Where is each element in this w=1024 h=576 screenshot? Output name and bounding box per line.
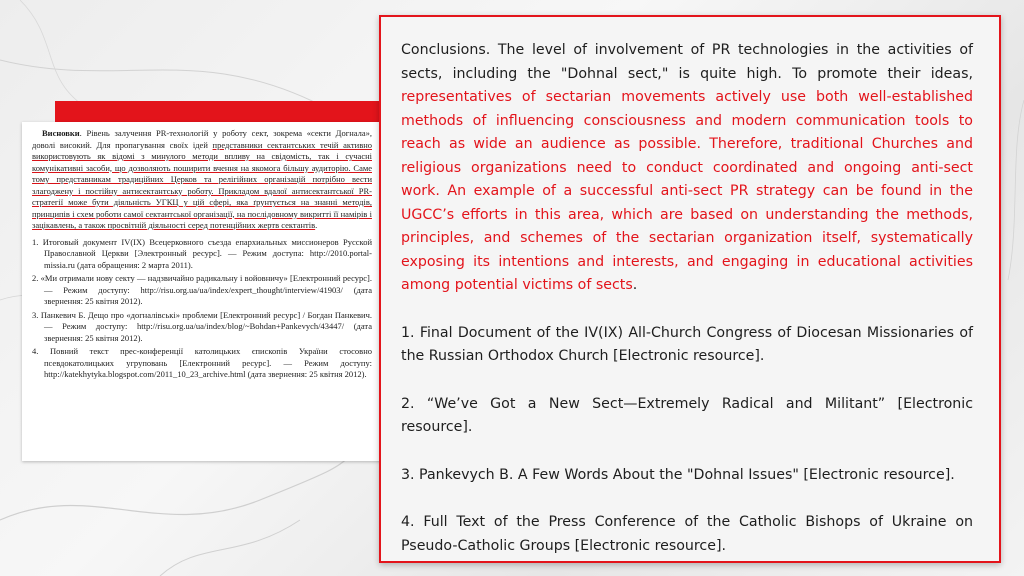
scan-reference-3: 3. Панкевич Б. Дещо про «догналівські» проблеми [Електронний ресурс] / Богдан Панкевич. — Режим доступу: http://risu.org.ua/ua/index/blog/~Bohdan+Pankevych/43447/ (дата звернення: 25 квітня 2012). xyxy=(32,309,372,343)
scan-conclusion-end: . xyxy=(315,220,318,230)
translation-conclusion-end: . xyxy=(632,277,638,293)
translation-conclusion-highlight: representatives of sectarian movements actively use both well-established methods of influencing consciousness and modern communication tools to reach as wide an audience as possible. Therefore, traditional Churches and religious organizations need to conduct coordinated and ongoing anti-sect work. An example of a successful anti-sect PR strategy can be found in the UGCC’s efforts in this area, which are based on understanding the methods, principles, and schemes of the sectarian organization itself, systematically exposing its intentions and interests, and engaging in educational activities among potential victims of sects xyxy=(401,89,973,293)
scan-reference-1: 1. Итоговый документ IV(IX) Всецерковного съезда епархиальных миссионеров Русской Православной Церкви [Электронный ресурс]. — Режим доступа: http://2010.portal-missia.ru (дата обращения: 2 марта 2011). xyxy=(32,236,372,270)
translation-reference-4: 4. Full Text of the Press Conference of the Catholic Bishops of Ukraine on Pseudo-Catholic Groups [Electronic resource]. xyxy=(401,514,973,554)
scan-reference-4: 4. Повний текст прес-конференції католицьких єпископів України стосовно псевдокатолицьких угруповань [Електронний ресурс]. — Режим доступу: http://katekhytyka.blogspot.com/2011_10_23_archive.html (дата звернення: 25 квітня 2012). xyxy=(32,346,372,379)
scanned-page-excerpt xyxy=(22,122,382,461)
translation-conclusion-text: Conclusions. The level of involvement of PR technologies in the activities of sects, including the "Dohnal sect," is quite high. To promote their ideas, xyxy=(401,42,973,82)
scan-conclusion-underlined: представники сектантських течій активно використовують як відомі з минулого методи впливу на свідомість, так і сучасні комунікативні засоби, що дозволяють поширити вчення на якомога більшу аудиторію. Саме тому представникам традиційних Церков та релігійних організацій потрібно вести злагоджену і постійну антисектантську роботу. Прикладом вдалої антисектантської PR-стратегії може бути діяльність УГКЦ у цій сфері, яка ґрунтується на знанні методів, принципів і схем роботи самої сектантської організації, на послідовному викритті її намірів і зацікавлень, а також просвітній діяльності серед потенційних жертв сектантів xyxy=(32,139,373,230)
scan-reference-2: 2. «Ми отримали нову секту — надзвичайно радикальну і войовничу» [Електронний ресурс]. — Режим доступу: http://risu.org.ua/ua/index/expert_thought/interview/41903/ (дата звернення: 25 квітня 2012). xyxy=(32,273,372,306)
scan-conclusion-heading: Висновки xyxy=(42,128,80,138)
translation-conclusion xyxy=(401,39,973,298)
translation-reference-1: 1. Final Document of the IV(IX) All-Church Congress of Diocesan Missionaries of the Russian Orthodox Church [Electronic resource]. xyxy=(401,324,973,364)
scan-conclusion-paragraph xyxy=(32,128,372,232)
translation-reference-2: 2. “We’ve Got a New Sect—Extremely Radical and Militant” [Electronic resource]. xyxy=(401,395,973,435)
translation-reference-3: 3. Pankevych B. A Few Words About the "Dohnal Issues" [Electronic resource]. xyxy=(401,466,955,483)
scan-conclusion-text: . Рівень залучення PR-технологій у роботу сект, зокрема «секти Догнала», доволі високий. Для пропагування своїх ідей xyxy=(32,128,372,150)
translation-card xyxy=(379,15,1001,563)
